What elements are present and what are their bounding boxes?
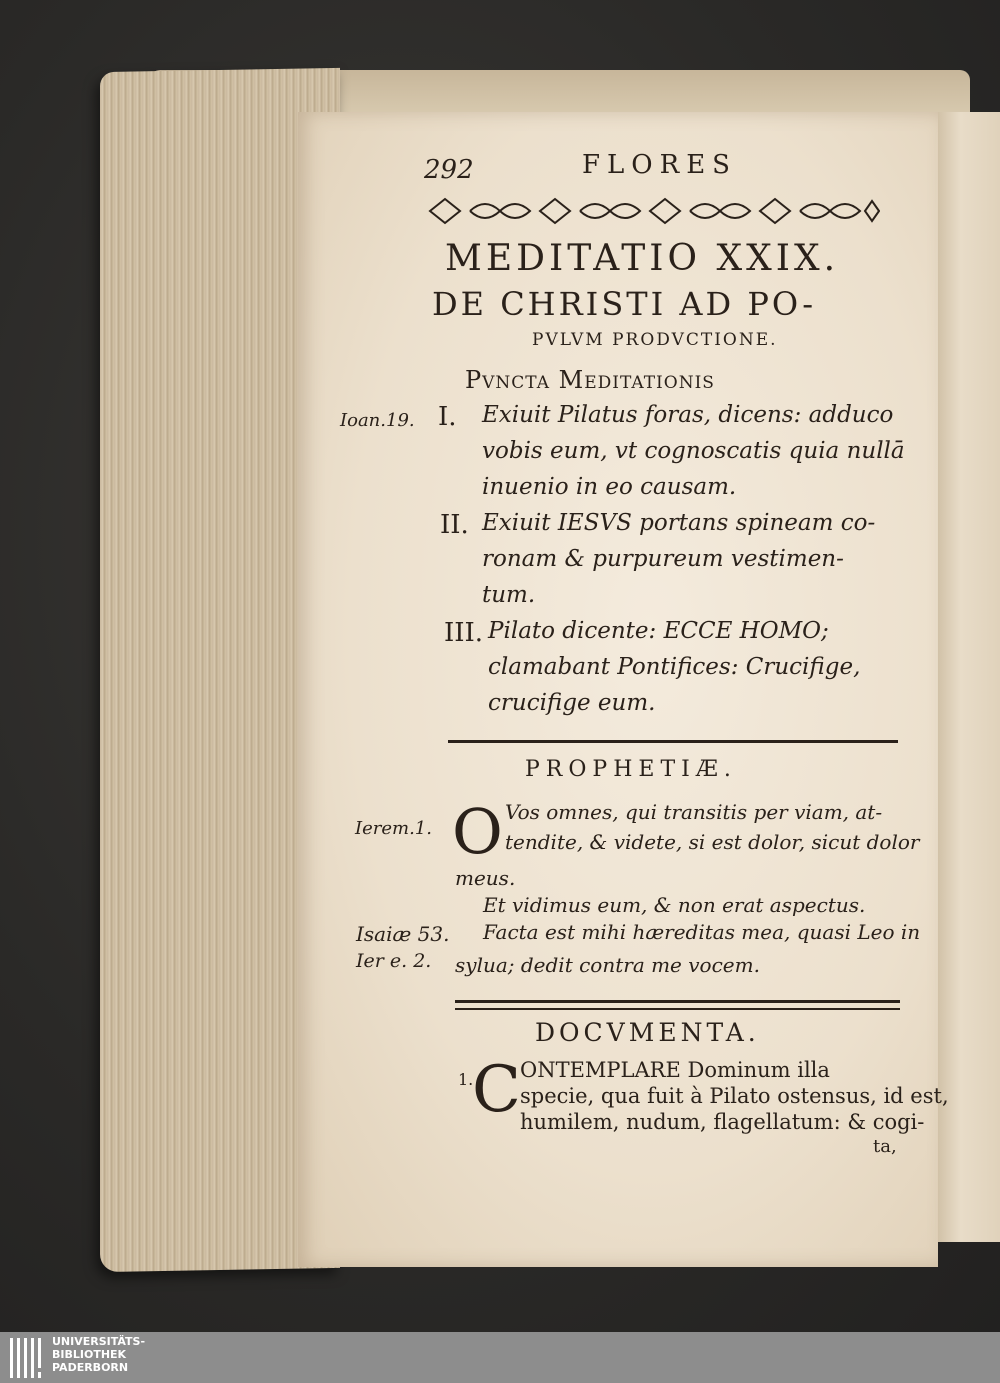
document-number: 1. [458, 1070, 474, 1089]
facing-page [934, 112, 1000, 1242]
prophecy-line: sylua; dedit contra me vocem. [455, 953, 760, 977]
document-line: humilem, nudum, flagellatum: & cogi- [520, 1110, 925, 1134]
prophecy-line: Et vidimus eum, & non erat aspectus. [483, 893, 866, 917]
document-line: ONTEMPLARE Dominum illa [520, 1058, 830, 1082]
dropcap: C [472, 1053, 521, 1127]
point-line: tum. [482, 582, 536, 608]
margin-note: Ioan.19. [340, 410, 415, 431]
points-heading: Pvncta Meditationis [465, 366, 715, 394]
document-line: ta, [873, 1136, 897, 1157]
document-line: specie, qua fuit à Pilato ostensus, id est, [520, 1084, 949, 1108]
logo-line: PADERBORN [52, 1361, 129, 1374]
section-rule [448, 740, 898, 743]
point-line: vobis eum, vt cognoscatis quia nullā [482, 438, 905, 464]
point-line: inuenio in eo causam. [482, 474, 737, 500]
point-line: Exiuit Pilatus foras, dicens: adduco [482, 402, 894, 428]
point-line: crucifige eum. [488, 690, 656, 716]
logo-line: UNIVERSITÄTS- [52, 1335, 146, 1348]
point-numeral: III. [444, 618, 484, 648]
library-footer [0, 1332, 1000, 1383]
margin-note: Isaiæ 53. [356, 922, 450, 946]
prophecy-line: tendite, & videte, si est dolor, sicut dolor [505, 830, 920, 854]
dropcap: O [452, 795, 503, 868]
running-title: FLORES [582, 150, 737, 180]
point-line: Exiuit IESVS portans spineam co- [482, 510, 876, 536]
prophecy-line: Facta est mihi hæreditas mea, quasi Leo in [483, 920, 921, 944]
point-line: clamabant Pontifices: Crucifige, [488, 654, 861, 680]
library-logo-icon [8, 1336, 48, 1380]
section-rule [455, 1000, 900, 1003]
meditation-title: MEDITATIO XXIX. [445, 238, 840, 279]
point-line: ronam & purpureum vestimen- [482, 546, 844, 572]
point-line: Pilato dicente: ECCE HOMO; [488, 618, 829, 644]
prophecy-line: Vos omnes, qui transitis per viam, at- [505, 800, 883, 824]
section-rule [455, 1008, 900, 1010]
prophetiae-title: PROPHETIÆ. [525, 757, 737, 782]
library-logo-text [52, 1335, 145, 1374]
meditation-subtitle-line1: DE CHRISTI AD PO- [432, 285, 817, 323]
ornament-border [425, 195, 880, 227]
documenta-title: DOCVMENTA. [535, 1018, 760, 1047]
margin-note: Ier e. 2. [356, 950, 432, 972]
page-number: 292 [424, 155, 474, 185]
point-numeral: I. [438, 402, 457, 432]
margin-note: Ierem.1. [355, 818, 432, 839]
point-numeral: II. [440, 510, 469, 540]
prophecy-line: meus. [455, 866, 516, 890]
meditation-subtitle-line2: PVLVM PRODVCTIONE. [532, 330, 778, 350]
logo-line: BIBLIOTHEK [52, 1348, 127, 1361]
